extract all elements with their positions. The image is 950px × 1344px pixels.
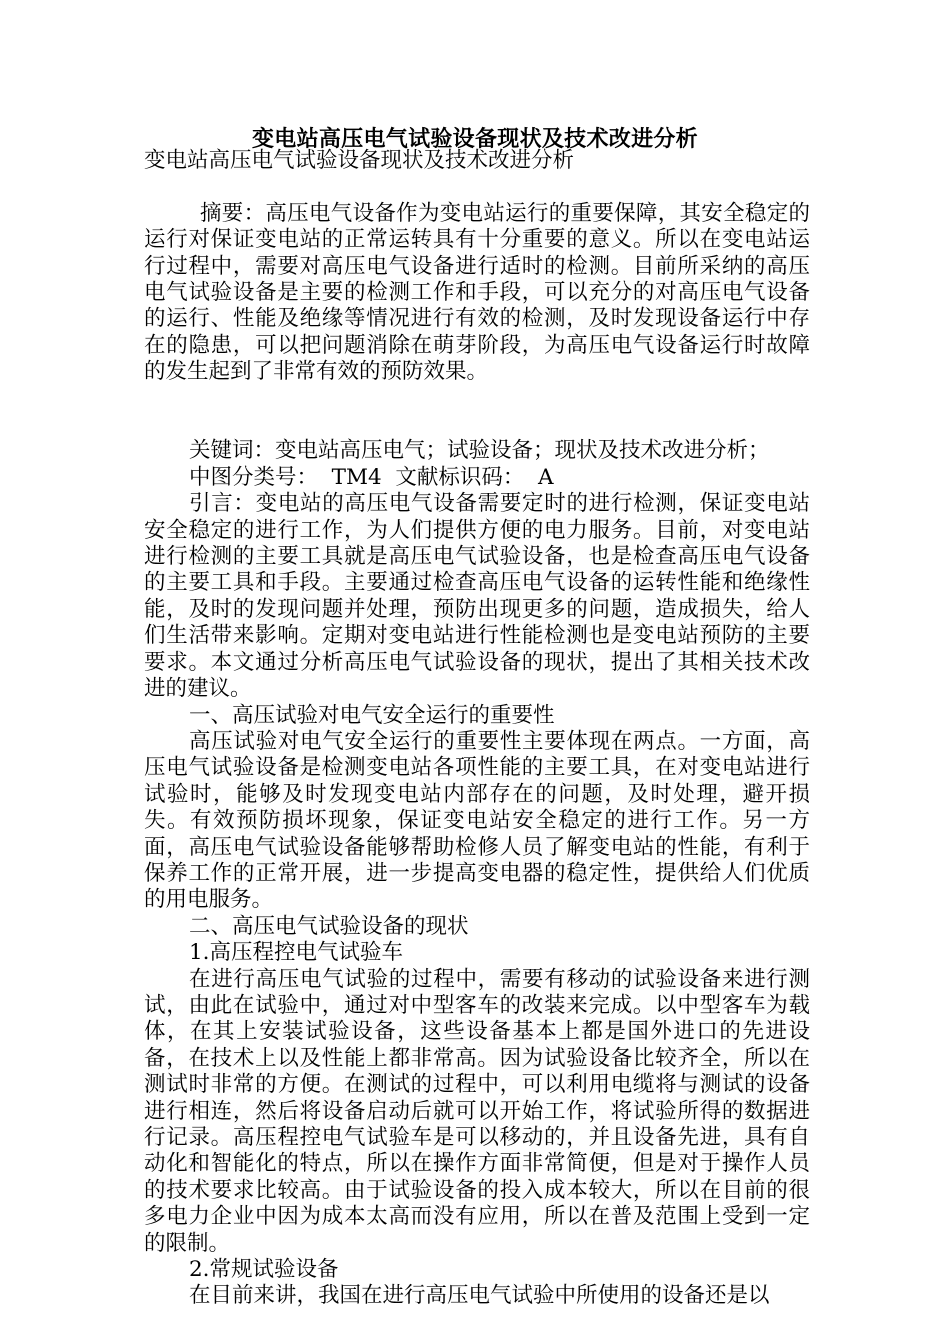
- subsection-2-2-heading: 2.常规试验设备: [189, 1257, 339, 1283]
- subsection-2-1-paragraph: 在进行高压电气试验的过程中，需要有移动的试验设备来进行测试，由此在试验中，通过对中型客车的改装来完成。以中型客车为载体，在其上安装试验设备，这些设备基本上都是国外进口的先进设备，在技术上以及性能上都非常高。因为试验设备比较齐全，所以在测试时非常的方便。在测试的过程中，可以利用电缆将与测试的设备进行相连，然后将设备启动后就可以开始工作，将试验所得的数据进行记录。高压程控电气试验车是可以移动的，并且设备先进，具有自动化和智能化的特点，所以在操作方面非常简便，但是对于操作人员的技术要求比较高。由于试验设备的投入成本较大，所以在目前的很多电力企业中因为成本太高而没有应用，所以在普及范围上受到一定的限制。: [144, 966, 810, 1256]
- keywords-line: 关键词：变电站高压电气；试验设备；现状及技术改进分析；: [189, 438, 770, 464]
- abstract-paragraph: 摘要：高压电气设备作为变电站运行的重要保障，其安全稳定的运行对保证变电站的正常运转具有十分重要的意义。所以在变电站运行过程中，需要对高压电气设备进行适时的检测。目前所采纳的高压电气试验设备是主要的检测工作和手段，可以充分的对高压电气设备的运行、性能及绝缘等情况进行有效的检测，及时发现设备运行中存在的隐患，可以把问题消除在萌芽阶段，为高压电气设备运行时故障的发生起到了非常有效的预防效果。: [144, 200, 810, 385]
- intro-paragraph: 引言：变电站的高压电气设备需要定时的进行检测，保证变电站安全稳定的进行工作，为人们提供方便的电力服务。目前，对变电站进行检测的主要工具就是高压电气试验设备，也是检查高压电气设备的主要工具和手段。主要通过检查高压电气设备的运转性能和绝缘性能，及时的发现问题并处理，预防出现更多的问题，造成损失，给人们生活带来影响。定期对变电站进行性能检测也是变电站预防的主要要求。本文通过分析高压电气试验设备的现状，提出了其相关技术改进的建议。: [144, 491, 810, 702]
- classification-line: 中图分类号： TM4 文献标识码： A: [189, 464, 554, 490]
- section-1-heading: 一、高压试验对电气安全运行的重要性: [189, 702, 555, 728]
- document-subtitle: 变电站高压电气试验设备现状及技术改进分析: [144, 148, 575, 173]
- document-title: 变电站高压电气试验设备现状及技术改进分析: [251, 126, 698, 152]
- section-2-heading: 二、高压电气试验设备的现状: [189, 913, 469, 939]
- subsection-2-1-heading: 1.高压程控电气试验车: [189, 940, 404, 966]
- section-1-paragraph: 高压试验对电气安全运行的重要性主要体现在两点。一方面，高压电气试验设备是检测变电站各项性能的主要工具，在对变电站进行试验时，能够及时发现变电站内部存在的问题，及时处理，避开损失。有效预防损坏现象，保证变电站安全稳定的进行工作。另一方面，高压电气试验设备能够帮助检修人员了解变电站的性能，有利于保养工作的正常开展，进一步提高变电器的稳定性，提供给人们优质的用电服务。: [144, 728, 810, 913]
- subsection-2-2-paragraph: 在目前来讲，我国在进行高压电气试验中所使用的设备还是以: [189, 1283, 770, 1309]
- document-body: [144, 148, 810, 1310]
